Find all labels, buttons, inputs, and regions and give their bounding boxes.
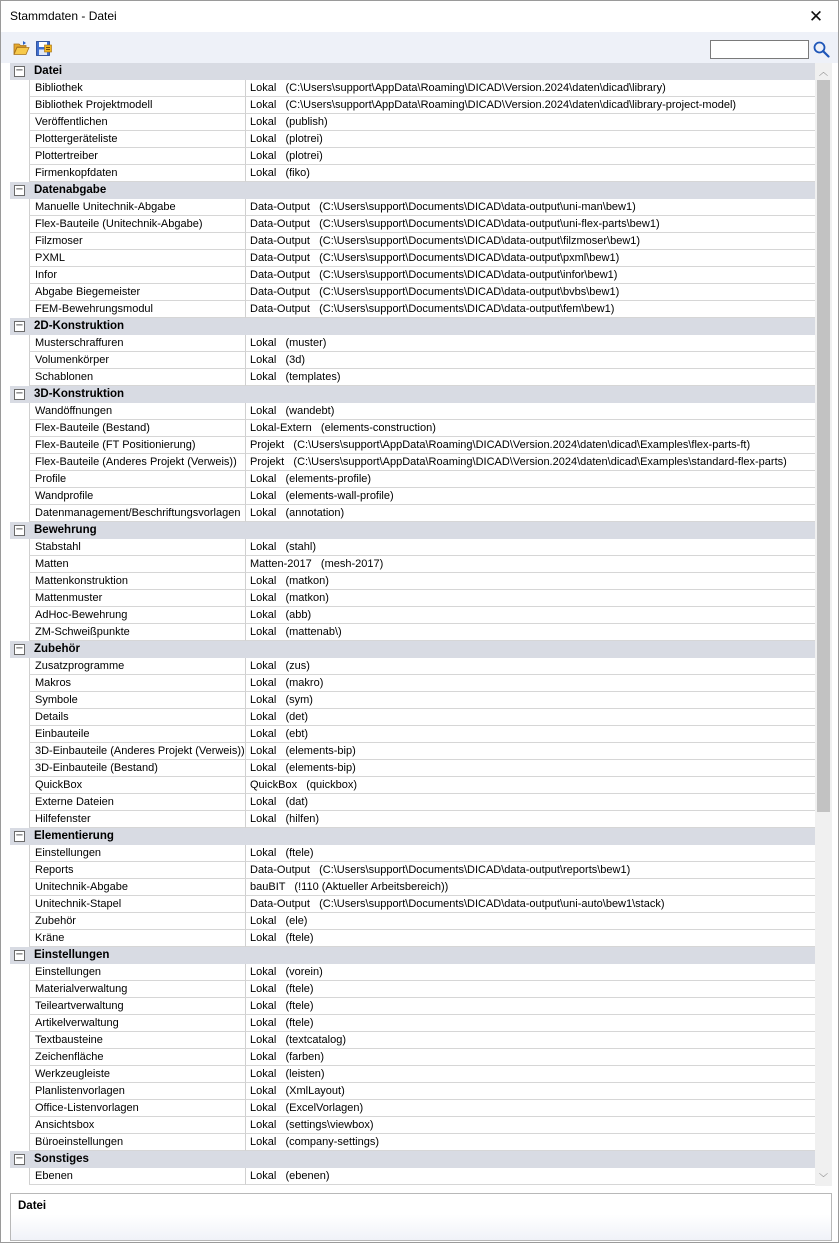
property-name: 3D-Einbauteile (Anderes Projekt (Verweis))	[29, 743, 245, 760]
collapse-toggle-icon[interactable]: −	[15, 388, 24, 399]
property-row[interactable]	[10, 301, 815, 318]
group-row[interactable]	[10, 63, 815, 80]
property-row[interactable]	[10, 420, 815, 437]
property-name: Flex-Bauteile (FT Positionierung)	[29, 437, 245, 454]
window-title: Stammdaten - Datei	[10, 9, 117, 23]
property-row[interactable]	[10, 437, 815, 454]
property-value[interactable]: Data-Output (C:\Users\support\Documents\DICAD\data-output\reports\bew1)	[245, 862, 815, 879]
property-row[interactable]	[10, 556, 815, 573]
property-value[interactable]: Lokal (templates)	[245, 369, 815, 386]
property-value[interactable]: Lokal (wandebt)	[245, 403, 815, 420]
property-name: Externe Dateien	[29, 794, 245, 811]
property-value[interactable]: Lokal (ebt)	[245, 726, 815, 743]
property-value[interactable]: Lokal (ftele)	[245, 1015, 815, 1032]
group-row[interactable]	[10, 1151, 815, 1168]
property-name: Plottergeräteliste	[29, 131, 245, 148]
property-row[interactable]	[10, 709, 815, 726]
property-row[interactable]	[10, 930, 815, 947]
property-name: Firmenkopfdaten	[29, 165, 245, 182]
property-row[interactable]	[10, 403, 815, 420]
property-name: Teileartverwaltung	[29, 998, 245, 1015]
property-name: Zeichenfläche	[29, 1049, 245, 1066]
property-value[interactable]: Lokal (plotrei)	[245, 131, 815, 148]
collapse-toggle-icon[interactable]: −	[15, 184, 24, 195]
property-name: Hilfefenster	[29, 811, 245, 828]
property-name: Ansichtsbox	[29, 1117, 245, 1134]
scroll-down-arrow-icon[interactable]: ﹀	[818, 1173, 828, 1183]
property-name: Musterschraffuren	[29, 335, 245, 352]
property-row[interactable]	[10, 1032, 815, 1049]
group-label: Sonstiges	[34, 1153, 89, 1165]
toolbar	[1, 32, 838, 63]
property-row[interactable]	[10, 1117, 815, 1134]
property-name: Wandöffnungen	[29, 403, 245, 420]
property-value[interactable]: Lokal (elements-wall-profile)	[245, 488, 815, 505]
property-name: Datenmanagement/Beschriftungsvorlagen	[29, 505, 245, 522]
property-value[interactable]: Data-Output (C:\Users\support\Documents\DICAD\data-output\pxml\bew1)	[245, 250, 815, 267]
property-value[interactable]: Lokal (plotrei)	[245, 148, 815, 165]
collapse-toggle-icon[interactable]: −	[15, 830, 24, 841]
property-value[interactable]: Projekt (C:\Users\support\AppData\Roaming\DICAD\Version.2024\daten\dicad\Examples\standard-flex-parts)	[245, 454, 815, 471]
property-name: Werkzeugleiste	[29, 1066, 245, 1083]
property-value[interactable]: Lokal (matkon)	[245, 573, 815, 590]
property-value[interactable]: Lokal (makro)	[245, 675, 815, 692]
property-name: Bibliothek	[29, 80, 245, 97]
property-name: Planlistenvorlagen	[29, 1083, 245, 1100]
property-row[interactable]	[10, 777, 815, 794]
property-row[interactable]	[10, 267, 815, 284]
magnifier-icon[interactable]	[812, 40, 830, 58]
property-value[interactable]: Lokal (leisten)	[245, 1066, 815, 1083]
group-row[interactable]	[10, 641, 815, 658]
property-value[interactable]: Lokal (ftele)	[245, 930, 815, 947]
property-row[interactable]	[10, 369, 815, 386]
property-row[interactable]	[10, 131, 815, 148]
group-row[interactable]	[10, 318, 815, 335]
group-label: Datei	[34, 65, 63, 77]
property-value[interactable]: Lokal (matkon)	[245, 590, 815, 607]
title-bar	[1, 1, 838, 32]
description-title: Datei	[18, 1200, 47, 1212]
property-name: Manuelle Unitechnik-Abgabe	[29, 199, 245, 216]
group-row[interactable]	[10, 182, 815, 199]
property-name: AdHoc-Bewehrung	[29, 607, 245, 624]
property-row[interactable]	[10, 862, 815, 879]
property-name: Bibliothek Projektmodell	[29, 97, 245, 114]
property-value[interactable]: Data-Output (C:\Users\support\Documents\DICAD\data-output\uni-flex-parts\bew1)	[245, 216, 815, 233]
property-value[interactable]: Lokal (ftele)	[245, 998, 815, 1015]
group-label: Einstellungen	[34, 949, 110, 961]
property-name: Abgabe Biegemeister	[29, 284, 245, 301]
property-name: Kräne	[29, 930, 245, 947]
property-row[interactable]	[10, 794, 815, 811]
property-row[interactable]	[10, 80, 815, 97]
property-name: Unitechnik-Abgabe	[29, 879, 245, 896]
save-icon[interactable]	[35, 40, 52, 57]
property-name: Einbauteile	[29, 726, 245, 743]
property-value[interactable]: Lokal-Extern (elements-construction)	[245, 420, 815, 437]
property-value[interactable]: Lokal (mattenab\)	[245, 624, 815, 641]
collapse-toggle-icon[interactable]: −	[15, 320, 24, 331]
property-value[interactable]: Lokal (fiko)	[245, 165, 815, 182]
property-row[interactable]	[10, 1066, 815, 1083]
property-value[interactable]: Lokal (company-settings)	[245, 1134, 815, 1151]
property-value[interactable]: Lokal (hilfen)	[245, 811, 815, 828]
property-name: Einstellungen	[29, 964, 245, 981]
property-row[interactable]	[10, 658, 815, 675]
property-value[interactable]: Lokal (ftele)	[245, 981, 815, 998]
search-input[interactable]	[710, 40, 809, 59]
property-row[interactable]	[10, 607, 815, 624]
property-row[interactable]	[10, 845, 815, 862]
property-name: Schablonen	[29, 369, 245, 386]
group-row[interactable]	[10, 386, 815, 403]
property-name: Zusatzprogramme	[29, 658, 245, 675]
property-name: Zubehör	[29, 913, 245, 930]
property-row[interactable]	[10, 1134, 815, 1151]
group-label: Datenabgabe	[34, 184, 107, 196]
property-value[interactable]: Lokal (sym)	[245, 692, 815, 709]
property-row[interactable]	[10, 284, 815, 301]
property-value[interactable]: Lokal (C:\Users\support\AppData\Roaming\DICAD\Version.2024\daten\dicad\library-project-model)	[245, 97, 815, 114]
property-value[interactable]: Lokal (elements-bip)	[245, 760, 815, 777]
property-row[interactable]	[10, 981, 815, 998]
property-row[interactable]	[10, 692, 815, 709]
group-label: Zubehör	[34, 643, 80, 655]
property-row[interactable]	[10, 352, 815, 369]
property-value[interactable]: Lokal (muster)	[245, 335, 815, 352]
property-row[interactable]	[10, 1015, 815, 1032]
property-row[interactable]	[10, 590, 815, 607]
property-name: Mattenmuster	[29, 590, 245, 607]
property-row[interactable]	[10, 760, 815, 777]
property-name: ZM-Schweißpunkte	[29, 624, 245, 641]
property-name: Symbole	[29, 692, 245, 709]
property-value[interactable]: Lokal (farben)	[245, 1049, 815, 1066]
property-value[interactable]: Lokal (det)	[245, 709, 815, 726]
property-row[interactable]	[10, 471, 815, 488]
property-value[interactable]: Lokal (settings\viewbox)	[245, 1117, 815, 1134]
property-row[interactable]	[10, 743, 815, 760]
property-value[interactable]: Data-Output (C:\Users\support\Documents\DICAD\data-output\infor\bew1)	[245, 267, 815, 284]
property-row[interactable]	[10, 233, 815, 250]
property-value[interactable]: Lokal (ele)	[245, 913, 815, 930]
property-row[interactable]	[10, 998, 815, 1015]
property-value[interactable]: Lokal (ftele)	[245, 845, 815, 862]
property-row[interactable]	[10, 505, 815, 522]
property-row[interactable]	[10, 250, 815, 267]
property-value[interactable]: Lokal (abb)	[245, 607, 815, 624]
scroll-up-arrow-icon[interactable]: ︿	[818, 67, 828, 77]
property-value[interactable]: Lokal (publish)	[245, 114, 815, 131]
group-row[interactable]	[10, 828, 815, 845]
property-row[interactable]	[10, 573, 815, 590]
property-row[interactable]	[10, 726, 815, 743]
property-name: Wandprofile	[29, 488, 245, 505]
property-grid	[10, 63, 815, 1186]
property-name: Materialverwaltung	[29, 981, 245, 998]
property-row[interactable]	[10, 879, 815, 896]
group-label: Elementierung	[34, 830, 114, 842]
property-name: Volumenkörper	[29, 352, 245, 369]
property-row[interactable]	[10, 539, 815, 556]
property-name: Reports	[29, 862, 245, 879]
property-value[interactable]: Lokal (3d)	[245, 352, 815, 369]
property-row[interactable]	[10, 97, 815, 114]
scrollbar-thumb[interactable]	[817, 80, 830, 812]
collapse-toggle-icon[interactable]: −	[15, 65, 24, 76]
property-name: FEM-Bewehrungsmodul	[29, 301, 245, 318]
property-value[interactable]: bauBIT (!110 (Aktueller Arbeitsbereich))	[245, 879, 815, 896]
folder-open-icon[interactable]	[13, 40, 30, 57]
property-value[interactable]: Lokal (XmlLayout)	[245, 1083, 815, 1100]
group-label: 3D-Konstruktion	[34, 388, 125, 400]
property-name: Textbausteine	[29, 1032, 245, 1049]
property-row[interactable]	[10, 896, 815, 913]
collapse-toggle-icon[interactable]: −	[15, 524, 24, 535]
property-value[interactable]: Data-Output (C:\Users\support\Documents\DICAD\data-output\fem\bew1)	[245, 301, 815, 318]
property-value[interactable]: Data-Output (C:\Users\support\Documents\DICAD\data-output\filzmoser\bew1)	[245, 233, 815, 250]
property-name: Ebenen	[29, 1168, 245, 1185]
property-value[interactable]: Lokal (elements-profile)	[245, 471, 815, 488]
property-row[interactable]	[10, 1100, 815, 1117]
property-row[interactable]	[10, 811, 815, 828]
collapse-toggle-icon[interactable]: −	[15, 643, 24, 654]
property-value[interactable]: Matten-2017 (mesh-2017)	[245, 556, 815, 573]
vertical-scrollbar[interactable]	[815, 63, 832, 1186]
property-value[interactable]: Lokal (ExcelVorlagen)	[245, 1100, 815, 1117]
close-button[interactable]: ✕	[808, 6, 824, 26]
property-row[interactable]	[10, 335, 815, 352]
property-name: Veröffentlichen	[29, 114, 245, 131]
property-name: Artikelverwaltung	[29, 1015, 245, 1032]
property-value[interactable]: Lokal (zus)	[245, 658, 815, 675]
property-value[interactable]: QuickBox (quickbox)	[245, 777, 815, 794]
property-name: Flex-Bauteile (Anderes Projekt (Verweis))	[29, 454, 245, 471]
property-row[interactable]	[10, 488, 815, 505]
collapse-toggle-icon[interactable]: −	[15, 949, 24, 960]
property-row[interactable]	[10, 675, 815, 692]
property-name: Details	[29, 709, 245, 726]
property-name: Infor	[29, 267, 245, 284]
property-row[interactable]	[10, 624, 815, 641]
property-value[interactable]: Lokal (C:\Users\support\AppData\Roaming\DICAD\Version.2024\daten\dicad\library)	[245, 80, 815, 97]
property-name: Stabstahl	[29, 539, 245, 556]
property-value[interactable]: Lokal (dat)	[245, 794, 815, 811]
property-value[interactable]: Data-Output (C:\Users\support\Documents\DICAD\data-output\bvbs\bew1)	[245, 284, 815, 301]
property-value[interactable]: Lokal (ebenen)	[245, 1168, 815, 1185]
property-name: Flex-Bauteile (Unitechnik-Abgabe)	[29, 216, 245, 233]
property-row[interactable]	[10, 216, 815, 233]
group-label: 2D-Konstruktion	[34, 320, 125, 332]
property-row[interactable]	[10, 148, 815, 165]
property-row[interactable]	[10, 114, 815, 131]
group-row[interactable]	[10, 522, 815, 539]
property-row[interactable]	[10, 1083, 815, 1100]
property-name: QuickBox	[29, 777, 245, 794]
property-row[interactable]	[10, 1049, 815, 1066]
description-panel	[10, 1193, 832, 1241]
property-row[interactable]	[10, 964, 815, 981]
group-row[interactable]	[10, 947, 815, 964]
property-name: Matten	[29, 556, 245, 573]
property-value[interactable]: Lokal (textcatalog)	[245, 1032, 815, 1049]
property-name: Mattenkonstruktion	[29, 573, 245, 590]
property-value[interactable]: Projekt (C:\Users\support\AppData\Roaming\DICAD\Version.2024\daten\dicad\Examples\flex-parts-ft)	[245, 437, 815, 454]
property-value[interactable]: Lokal (elements-bip)	[245, 743, 815, 760]
collapse-toggle-icon[interactable]: −	[15, 1153, 24, 1164]
property-row[interactable]	[10, 199, 815, 216]
property-name: Büroeinstellungen	[29, 1134, 245, 1151]
property-name: 3D-Einbauteile (Bestand)	[29, 760, 245, 777]
property-name: Filzmoser	[29, 233, 245, 250]
property-value[interactable]: Data-Output (C:\Users\support\Documents\DICAD\data-output\uni-auto\bew1\stack)	[245, 896, 815, 913]
property-row[interactable]	[10, 165, 815, 182]
property-name: Plottertreiber	[29, 148, 245, 165]
property-name: Office-Listenvorlagen	[29, 1100, 245, 1117]
property-name: Flex-Bauteile (Bestand)	[29, 420, 245, 437]
property-value[interactable]: Lokal (vorein)	[245, 964, 815, 981]
property-row[interactable]	[10, 913, 815, 930]
group-label: Bewehrung	[34, 524, 97, 536]
property-name: PXML	[29, 250, 245, 267]
property-value[interactable]: Lokal (stahl)	[245, 539, 815, 556]
property-name: Makros	[29, 675, 245, 692]
property-name: Profile	[29, 471, 245, 488]
property-value[interactable]: Data-Output (C:\Users\support\Documents\DICAD\data-output\uni-man\bew1)	[245, 199, 815, 216]
property-row[interactable]	[10, 1168, 815, 1185]
property-row[interactable]	[10, 454, 815, 471]
property-value[interactable]: Lokal (annotation)	[245, 505, 815, 522]
property-name: Unitechnik-Stapel	[29, 896, 245, 913]
property-name: Einstellungen	[29, 845, 245, 862]
